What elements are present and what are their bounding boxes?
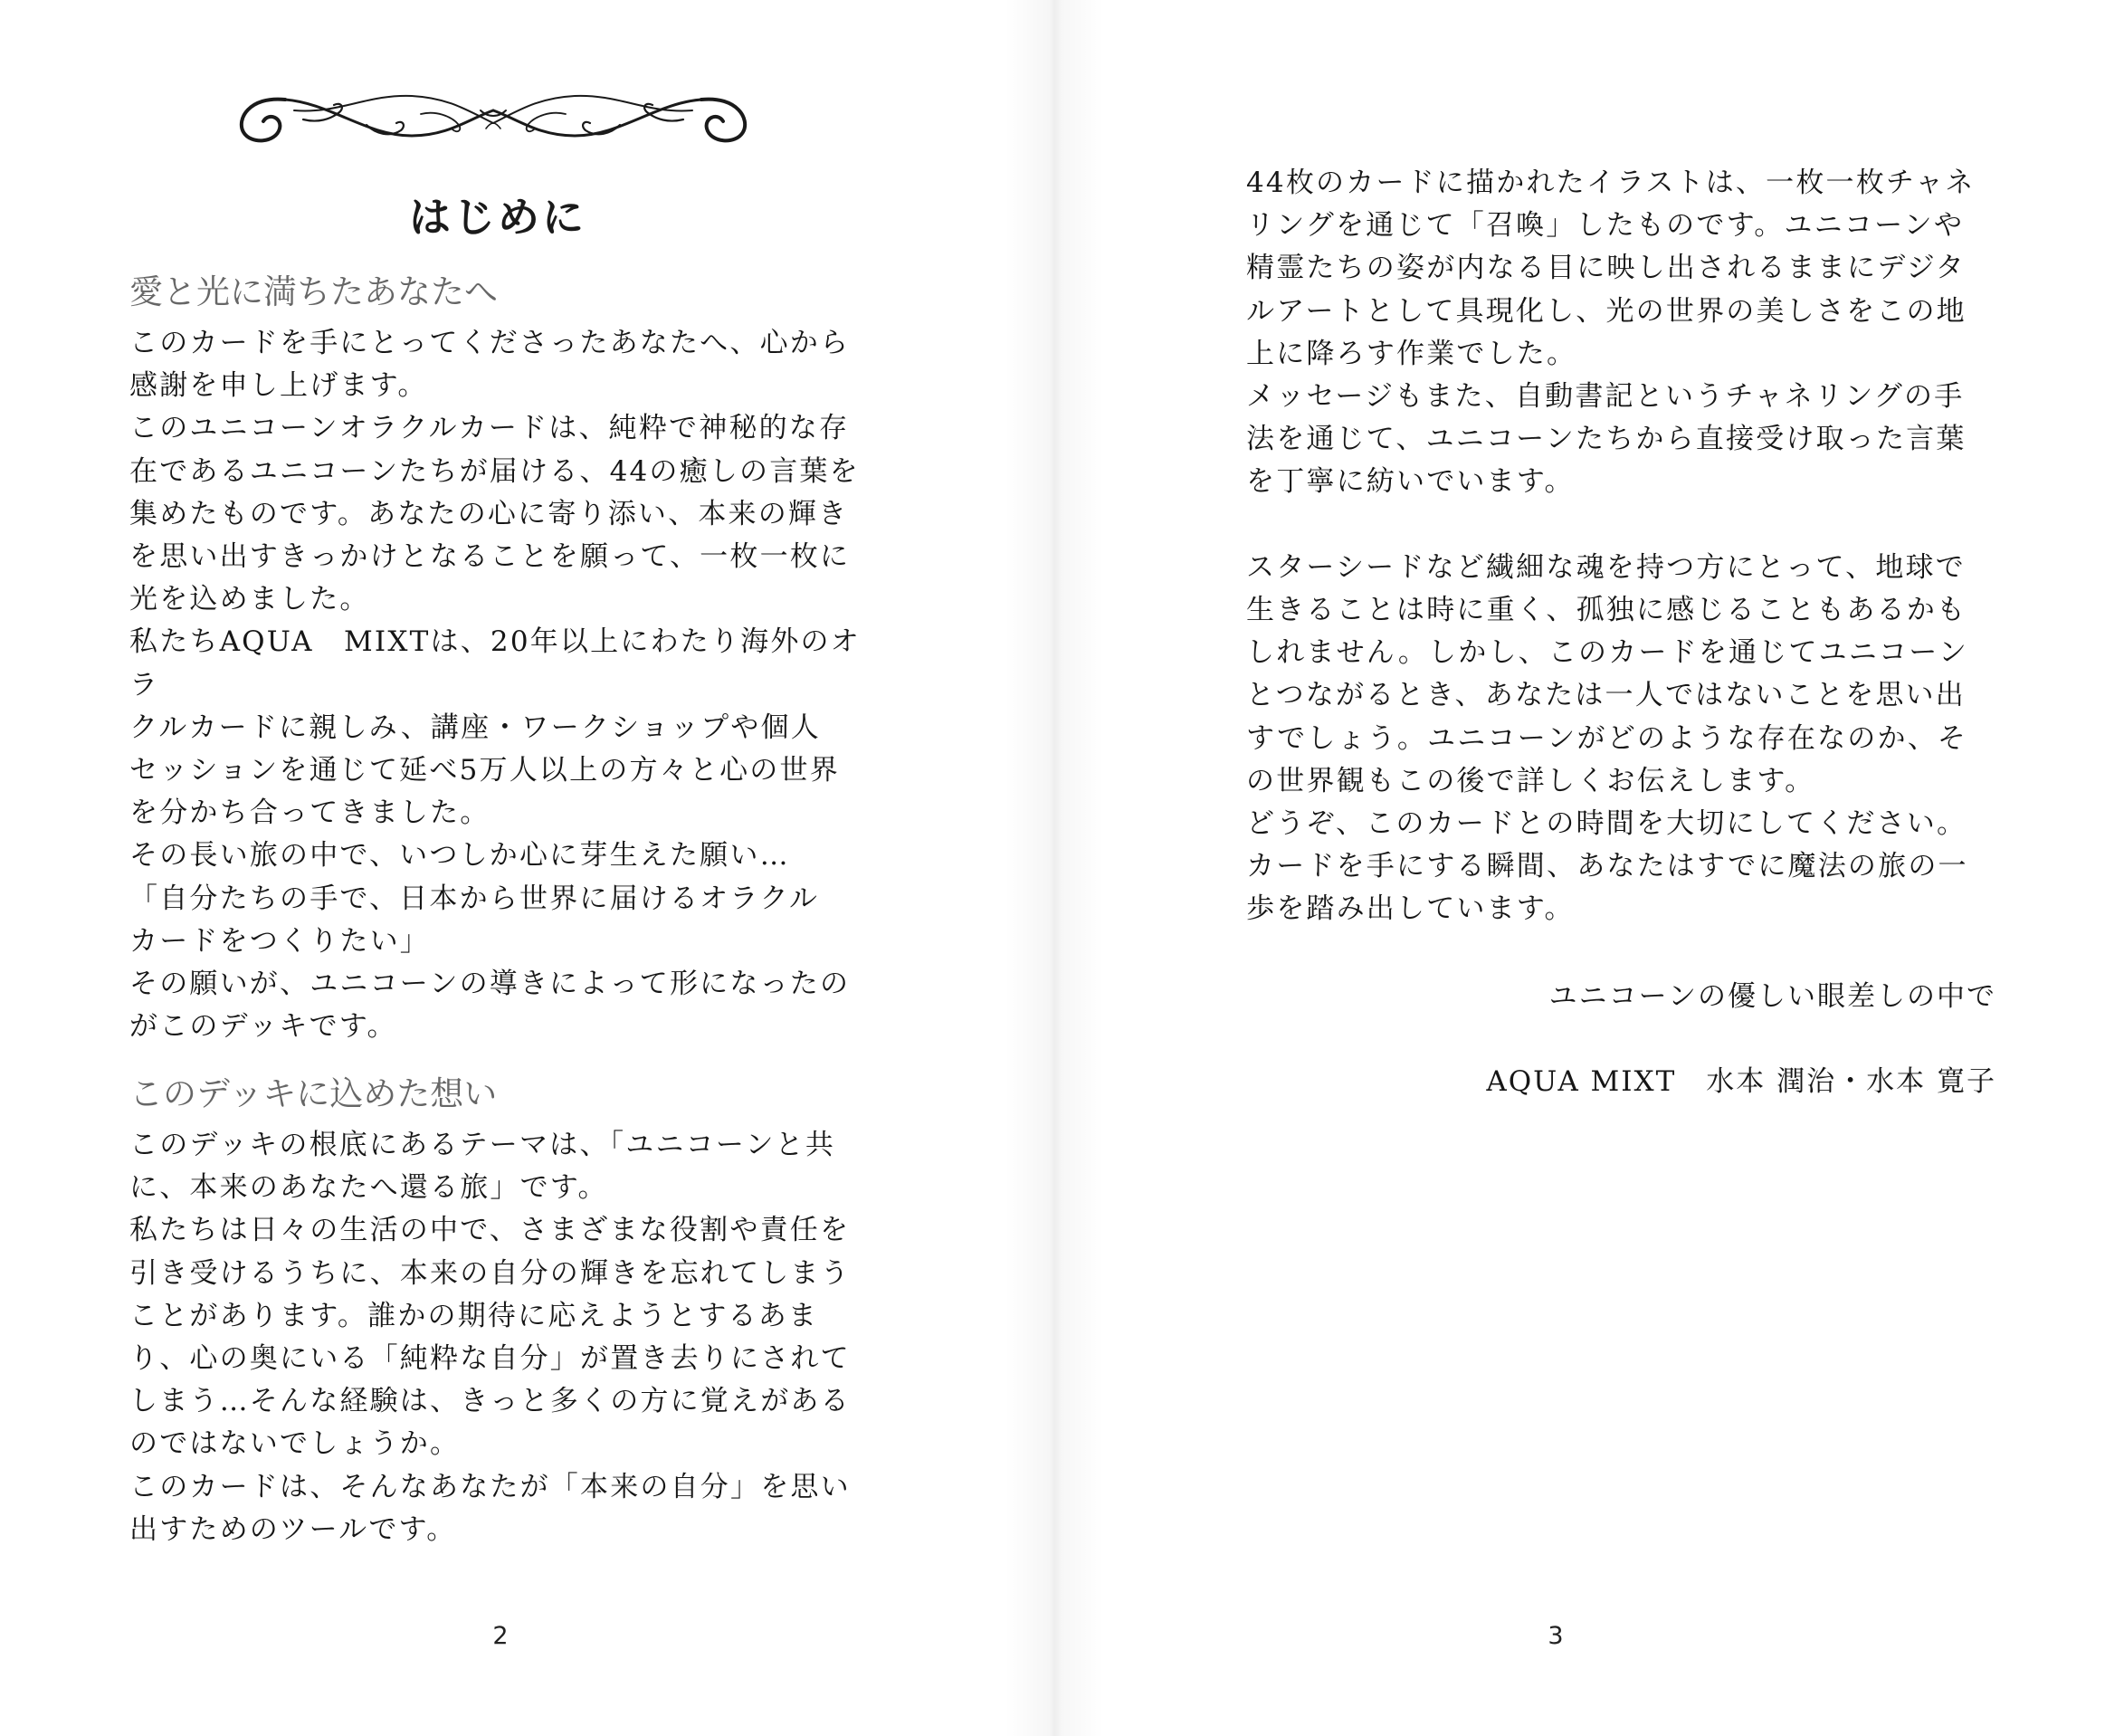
paragraph: スターシードなど繊細な魂を持つ方にとって、地球で 生きることは時に重く、孤独に感じることもあるかも しれません。しかし、このカードを通じてユニコーン とつながるとき、あなたは一人ではないことを思い出 すでしょう。ユニコーンがどのような存在なのか、そ の世界観もこの後で詳しくお伝えします。 [1246,550,1969,797]
paragraph: 「自分たちの手で、日本から世界に届けるオラクル カードをつくりたい」 [129,882,820,958]
left-page [0,0,1052,1736]
paragraph: このカードを手にとってくださったあなたへ、心から 感謝を申し上げます。 [129,327,851,403]
paragraph: どうぞ、このカードとの時間を大切にしてください。 [1246,807,1967,841]
paragraph: このデッキの根底にあるテーマは、「ユニコーンと共 に、本来のあなたへ還る旅」です。 [129,1129,836,1205]
flourish-divider-icon [231,83,756,150]
right-body [1246,162,1997,931]
section-heading-love-and-light: 愛と光に満ちたあなたへ [129,272,498,311]
paragraph: カードを手にする瞬間、あなたはすでに魔法の旅の一 歩を踏み出しています。 [1246,850,1968,926]
page-title: はじめに [409,193,586,242]
spacer [1246,504,1997,547]
section-heading-deck-intent: このデッキに込めた想い [129,1074,498,1113]
paragraph: このカードは、そんなあなたが「本来の自分」を思い 出すためのツールです。 [129,1470,851,1546]
paragraph: 44枚のカードに描かれたイラストは、一枚一枚チャネ リングを通じて「召喚」したものです。ユニコーンや 精霊たちの姿が内なる目に映し出されるままにデジタ ルアートとして具現化し、光の世界の美しさをこの地 上に降ろす作業でした。 [1246,167,1976,370]
author-signature: AQUA MIXT 水本 潤治・水本 寛子 [1486,1065,1996,1098]
closing-line: ユニコーンの優しい眼差しの中で [1548,980,1996,1013]
paragraph: メッセージもまた、自動書記というチャネリングの手 法を通じて、ユニコーンたちから直接受け取った言葉 を丁寧に紡いでいます。 [1246,380,1967,499]
page-number-right: 3 [1548,1622,1564,1650]
paragraph: その願いが、ユニコーンの導きによって形になったの がこのデッキです。 [129,968,851,1044]
paragraph: その長い旅の中で、いつしか心に芽生えた願い… [129,839,790,873]
page-number-left: 2 [492,1622,509,1650]
paragraph: 私たちは日々の生活の中で、さまざまな役割や責任を 引き受けるうちに、本来の自分の輝きを忘れてしまう ことがあります。誰かの期待に応えようとするあま り、心の奥にいる「純粋な自分」が置き去りにされて しまう…そんな経験は、きっと多くの方に覚えがある のではないでしょうか。 [129,1214,851,1461]
section2-body [129,1124,881,1551]
section1-body [129,322,881,1048]
paragraph: 私たちAQUA MIXTは、20年以上にわたり海外のオラ クルカードに親しみ、講座・ワークショップや個人 セッションを通じて延べ5万人以上の方々と心の世界 を分かち合ってきました。 [129,625,861,830]
paragraph: このユニコーンオラクルカードは、純粋で神秘的な存 在であるユニコーンたちが届ける、44の癒しの言葉を 集めたものです。あなたの心に寄り添い、本来の輝き を思い出すきっかけとなることを願って、一枚一枚に 光を込めました。 [129,412,860,616]
